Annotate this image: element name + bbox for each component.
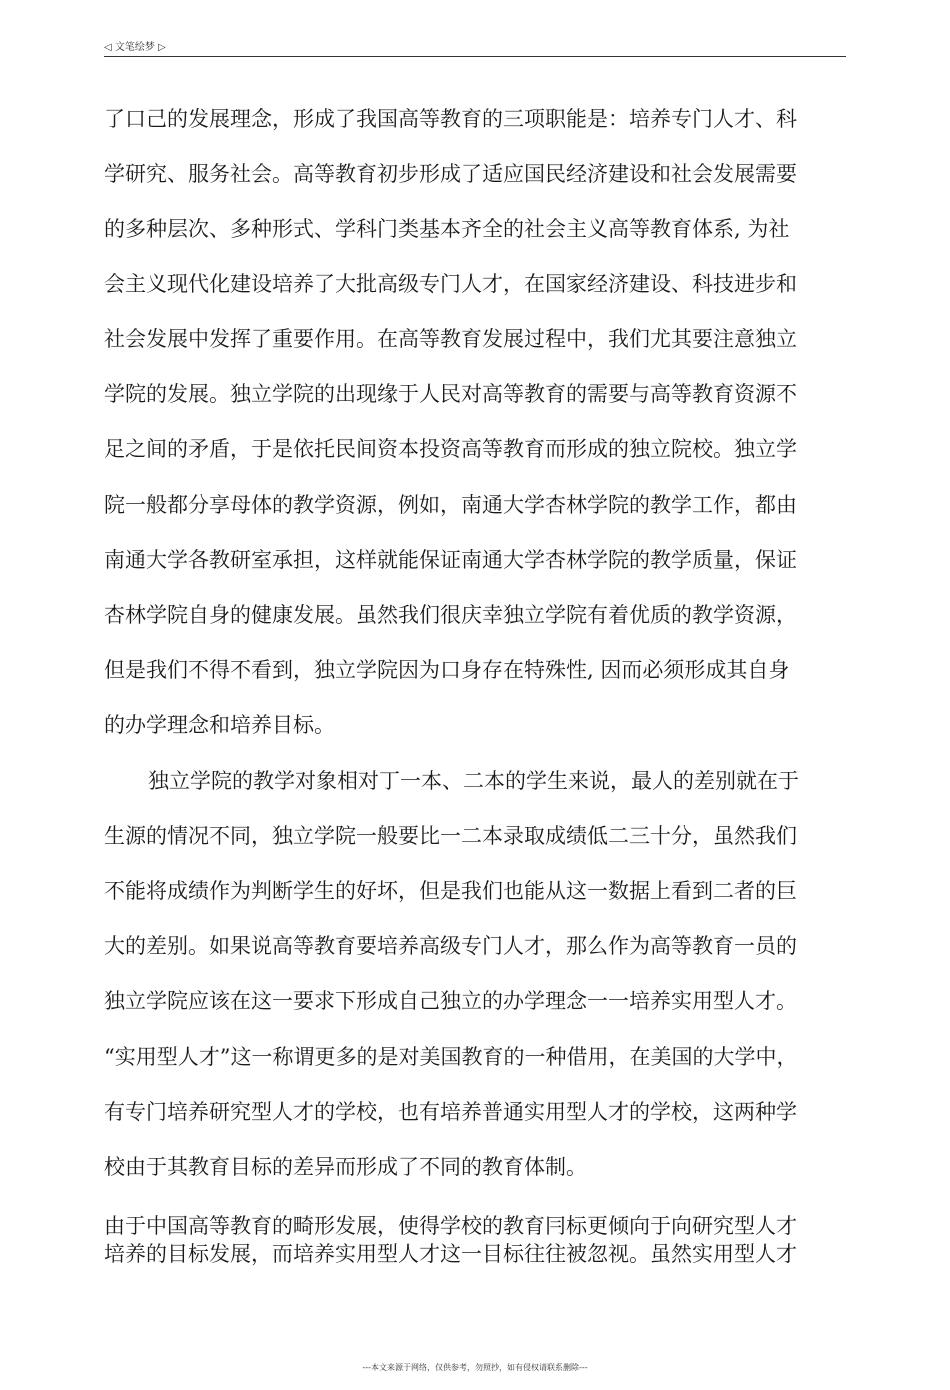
text-line: 杏林学院自身的健康发展。虽然我们很庆幸独立学院有着优质的教学资源，	[104, 603, 797, 627]
text-line: 学研究、服务社会。高等教育初步形成了适应国民经济建设和社会发展需要	[104, 162, 797, 186]
text-line: 培养的目标发展，而培养实用型人才这一目标往往被忽视。虽然实用型人才	[104, 1242, 797, 1266]
text-line: “实用型人才”这一称谓更多的是对美国教育的一种借用，在美国的大学中，	[104, 1045, 798, 1069]
page-footer: ---本文来源于网络，仅供参考，勿照抄，如有侵权请联系删除---	[362, 1363, 588, 1372]
text-line: 大的差别。如果说高等教育要培养高级专门人才，那么作为高等教育一员的	[104, 934, 797, 958]
text-line: 院一般都分享母体的教学资源，例如，南通大学杏林学院的教学工作，都由	[104, 493, 797, 517]
text-line: 南通大学各教研室承担，这样就能保证南通大学杏林学院的教学质量，保证	[104, 548, 797, 572]
text-line: 有专门培养研究型人才的学校，也有培养普通实用型人才的学校，这两种学	[104, 1100, 797, 1124]
text-line: 了口己的发展理念，形成了我国高等教育的三项职能是：培养专门人才、科	[104, 107, 797, 131]
text-line: 足之间的矛盾，于是依托民间资本投资高等教育而形成的独立院校。独立学	[104, 437, 797, 461]
page-header	[104, 36, 846, 57]
text-line: 学院的发展。独立学院的出现缘于人民对高等教育的需要与高等教育资源不	[104, 382, 797, 406]
text-line: 校由于其教育目标的差异而形成了不同的教育体制。	[104, 1155, 587, 1179]
text-line: 的多种层次、多种形式、学科门类基本齐全的社会主义高等教育体系, 为社	[104, 217, 790, 241]
text-line: 会主义现代化建设培养了大批高级专门人才，在国家经济建设、科技进步和	[104, 272, 797, 296]
text-line: 生源的情况不同，独立学院一般要比一二本录取成绩低二三十分，虽然我们	[104, 824, 797, 848]
text-line: 社会发展中发挥了重要作用。在高等教育发展过程中，我们尤其要注意独立	[104, 327, 797, 351]
text-line: 独立学院应该在这一要求下形成自己独立的办学理念一一培养实用型人才。	[104, 989, 797, 1013]
text-line: 但是我们不得不看到，独立学院因为口身存在特殊性, 因而必须形成其自身	[104, 658, 790, 682]
text-line: 的办学理念和培养目标。	[104, 713, 335, 737]
text-line: 不能将成绩作为判断学生的好坏，但是我们也能从这一数据上看到二者的巨	[104, 879, 797, 903]
text-line: 由于中国高等教育的畸形发展，使得学校的教育冃标更倾向于向研究型人才	[104, 1214, 797, 1238]
header-logo-text: ◁ 文笔绘梦 ▷	[104, 42, 166, 53]
text-line: 独立学院的教学对象相对丁一本、二本的学生来说，最人的差别就在于	[148, 769, 799, 793]
